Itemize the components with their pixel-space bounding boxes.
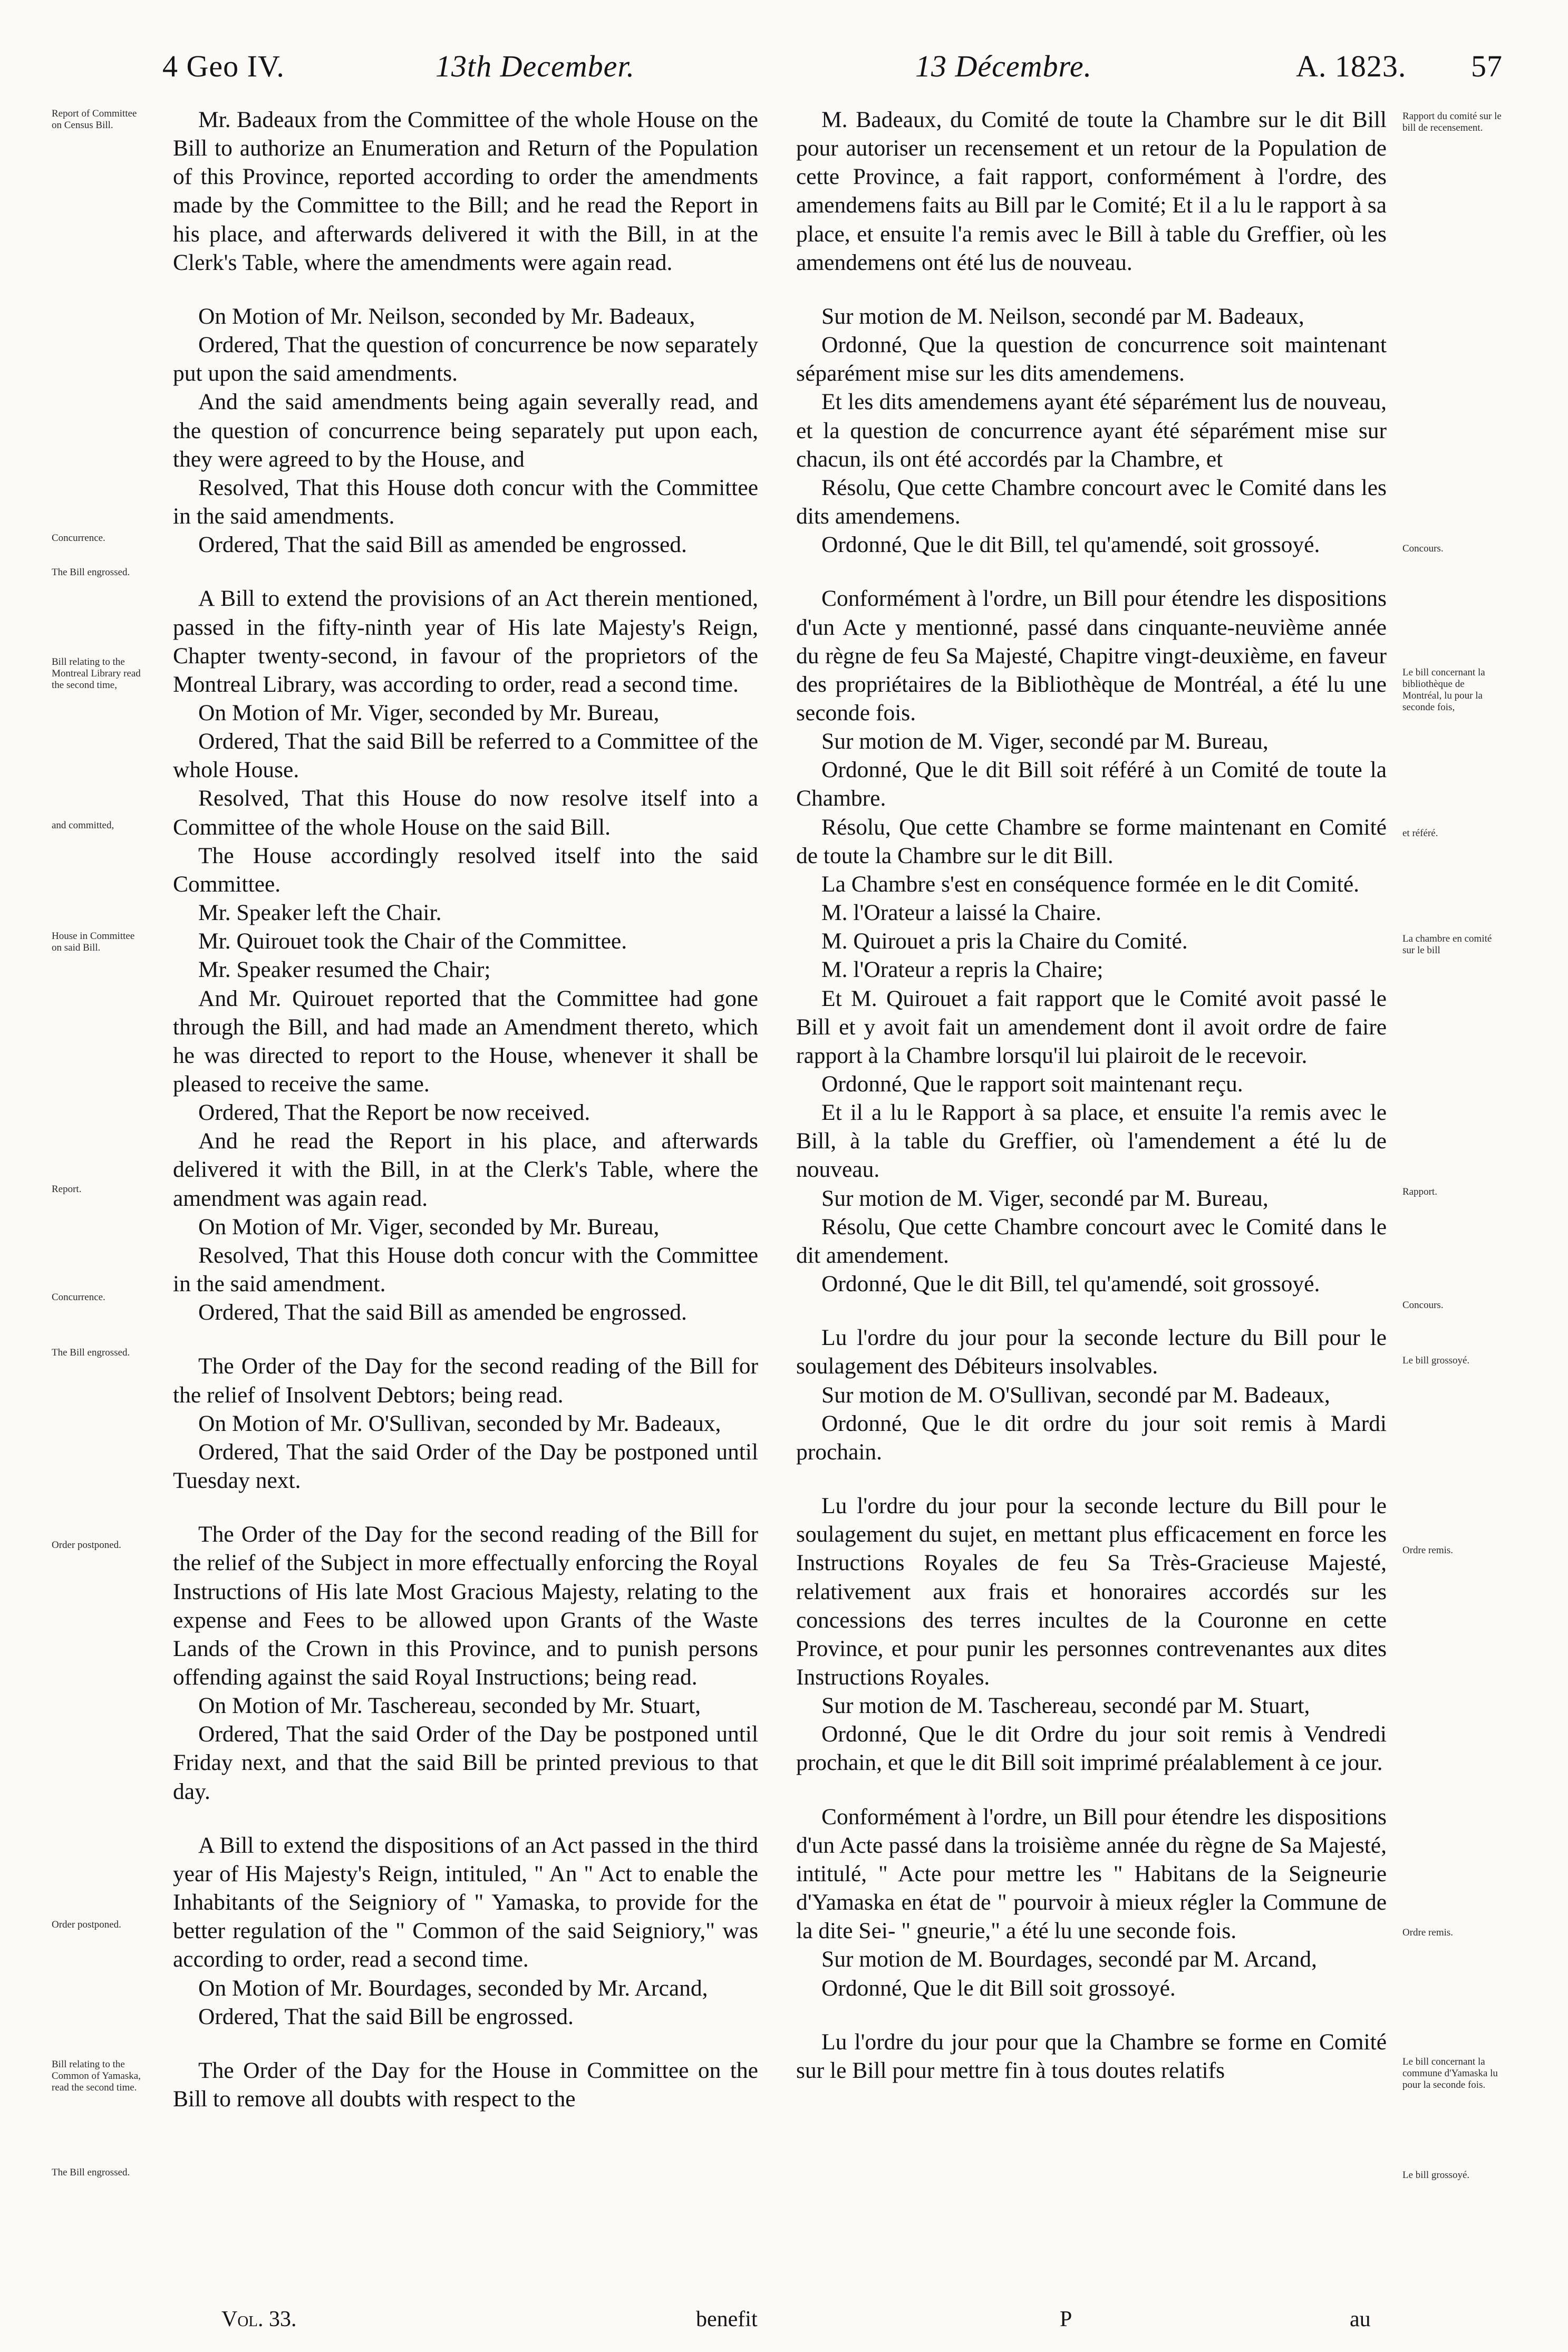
paragraph: Ordonné, Que le dit Bill soit grossoyé. xyxy=(821,1975,1176,2001)
paragraph: On Motion of Mr. Viger, seconded by Mr. Bureau, xyxy=(198,700,660,725)
paragraph: Mr. Quirouet took the Chair of the Committee. xyxy=(198,928,627,954)
paragraph: Ordered, That the question of concurrence be now separately put upon the said amendments. xyxy=(173,332,758,386)
margin-note: Report. xyxy=(52,1184,82,1195)
paragraph: Ordonné, Que le dit Ordre du jour soit remis à Vendredi prochain, et que le dit Bill soit imprimé préalablement à ce jour. xyxy=(796,1721,1387,1776)
paragraph: Ordered, That the said Order of the Day be postponed until Tuesday next. xyxy=(173,1439,758,1494)
paragraph: Sur motion de M. Viger, secondé par M. Bureau, xyxy=(821,729,1269,754)
paragraph: The Order of the Day for the second reading of the Bill for the relief of the Subject in more effectually enforcing the Royal Instructions of His late Most Gracious Majesty, relating to the expense and Fees to be allowed upon Grants of the Waste Lands of the Crown in this Province, and to punish persons offending against the said Royal Instructions; being read. xyxy=(173,1522,758,1690)
margin-note: Le bill concernant la bibliothèque de Montréal, lu pour la seconde fois, xyxy=(1402,667,1485,713)
margin-note: Le bill grossoyé. xyxy=(1402,1355,1470,1366)
date-french: 13 Décembre. xyxy=(915,49,1092,83)
paragraph: And Mr. Quirouet reported that the Committee had gone through the Bill, and had made an Amendment thereto, which he was directed to report to the House, whenever it shall be pleased to receive the same. xyxy=(173,985,758,1097)
paragraph: Résolu, Que cette Chambre concourt avec le Comité dans les dits amendemens. xyxy=(796,475,1387,529)
french-column xyxy=(796,105,1387,2299)
paragraph: Ordonné, Que le dit Bill soit référé à un Comité de toute la Chambre. xyxy=(796,757,1387,811)
margin-note: The Bill engrossed. xyxy=(52,567,130,578)
paragraph: The Order of the Day for the House in Committee on the Bill to remove all doubts with respect to the xyxy=(173,2057,758,2112)
paragraph: On Motion of Mr. Neilson, seconded by Mr. Badeaux, xyxy=(198,303,695,329)
paragraph: Ordered, That the said Order of the Day be postponed until Friday next, and that the said Bill be printed previous to that day. xyxy=(173,1721,758,1804)
paragraph: Sur motion de M. Neilson, secondé par M. Badeaux, xyxy=(821,303,1304,329)
catchword-english: benefit xyxy=(696,2307,758,2331)
page-header xyxy=(0,38,1568,96)
margin-note: Rapport du comité sur le bill de recensement. xyxy=(1402,111,1502,133)
paragraph: A Bill to extend the provisions of an Act therein mentioned, passed in the fifty-ninth year of His late Majesty's Reign, Chapter twenty-second, in favour of the proprietors of the Montreal Library, was according to order, read a second time. xyxy=(173,586,758,697)
paragraph: Resolved, That this House doth concur with the Committee in the said amendment. xyxy=(173,1242,758,1297)
signature-mark: P xyxy=(1060,2307,1072,2331)
margin-note: Order postponed. xyxy=(52,1540,121,1551)
paragraph: Ordered, That the said Bill as amended be engrossed. xyxy=(198,532,687,558)
margin-note: Le bill grossoyé. xyxy=(1402,2170,1470,2181)
paragraph: On Motion of Mr. O'Sullivan, seconded by Mr. Badeaux, xyxy=(198,1410,721,1436)
paragraph: Mr. Speaker resumed the Chair; xyxy=(198,957,491,983)
english-column xyxy=(173,105,758,2299)
paragraph: Sur motion de M. Bourdages, secondé par M. Arcand, xyxy=(821,1947,1317,1972)
paragraph: Ordonné, Que le rapport soit maintenant reçu. xyxy=(821,1071,1243,1097)
paragraph: On Motion of Mr. Bourdages, seconded by Mr. Arcand, xyxy=(198,1975,708,2001)
margin-note: Bill relating to the Common of Yamaska, read the second time. xyxy=(52,2059,141,2093)
date-english: 13th December. xyxy=(435,49,635,83)
margin-note: Ordre remis. xyxy=(1402,1545,1454,1556)
page-footer xyxy=(0,2307,1568,2338)
paragraph: M. l'Orateur a laissé la Chaire. xyxy=(821,900,1101,926)
paragraph: The House accordingly resolved itself into the said Committee. xyxy=(173,843,758,897)
paragraph: The Order of the Day for the second reading of the Bill for the relief of Insolvent Debtors; being read. xyxy=(173,1353,758,1408)
paragraph: On Motion of Mr. Taschereau, seconded by Mr. Stuart, xyxy=(198,1693,701,1719)
volume-label: Vol. 33. xyxy=(221,2307,297,2331)
paragraph: On Motion of Mr. Viger, seconded by Mr. Bureau, xyxy=(198,1214,660,1240)
paragraph: Lu l'ordre du jour pour la seconde lecture du Bill pour le soulagement du sujet, en mettant plus efficacement en force les Instructions Royales de feu Sa Très-Gracieuse Majesté, relativement aux frais et honoraires accordés sur les concessions des terres incultes de la Couronne en cette Province, et pour punir les personnes contrevenantes aux dites Instructions Royales. xyxy=(796,1493,1387,1690)
margin-note: Ordre remis. xyxy=(1402,1927,1454,1938)
paragraph: Ordonné, Que la question de concurrence soit maintenant séparément mise sur les dits amendemens. xyxy=(796,332,1387,386)
paragraph: Resolved, That this House doth concur with the Committee in the said amendments. xyxy=(173,475,758,529)
margin-note: Bill relating to the Montreal Library read the second time, xyxy=(52,656,141,691)
paragraph: Ordonné, Que le dit ordre du jour soit remis à Mardi prochain. xyxy=(796,1410,1387,1465)
paragraph: A Bill to extend the dispositions of an Act passed in the third year of His Majesty's Reign, intituled, " An " Act to enable the Inhabitants of the Seigniory of " Yamaska, to provide for the better regulation of the " Common of the said Seigniory," was according to order, read a second time. xyxy=(173,1832,758,1972)
paragraph: Ordered, That the said Bill be referred to a Committee of the whole House. xyxy=(173,729,758,783)
margin-note: et référé. xyxy=(1402,828,1438,839)
paragraph: Mr. Badeaux from the Committee of the whole House on the Bill to authorize an Enumeration and Return of the Population of this Province, reported according to order the amendments made by the Committee to the Bill; and he read the Report in his place, and afterwards delivered it with the Bill, in at the Clerk's Table, where the amendments were again read. xyxy=(173,107,758,275)
reign-label: 4 Geo IV. xyxy=(162,49,285,83)
paragraph: Conformément à l'ordre, un Bill pour étendre les dispositions d'un Acte y mentionné, passé dans cinquante-neuvième année du règne de feu Sa Majesté, Chapitre vingt-deuxième, en faveur des propriétaires de la Bibliothèque de Montréal, a été lu une seconde fois. xyxy=(796,586,1387,725)
paragraph: M. Badeaux, du Comité de toute la Chambre sur le dit Bill pour autoriser un recensement et un retour de la Population de cette Province, a fait rapport, conformément à l'ordre, des amendemens faits au Bill par le Comité; Et il a lu le rapport à sa place, et ensuite l'a remis avec le Bill à table du Greffier, où les amendemens ont été lus de nouveau. xyxy=(796,107,1387,275)
catchword-french: au xyxy=(1350,2307,1371,2331)
paragraph: Résolu, Que cette Chambre concourt avec le Comité dans le dit amendement. xyxy=(796,1214,1387,1268)
margin-note: and committed, xyxy=(52,820,114,831)
paragraph: Lu l'ordre du jour pour que la Chambre se forme en Comité sur le Bill pour mettre fin à tous doutes relatifs xyxy=(796,2029,1387,2083)
paragraph: La Chambre s'est en conséquence formée en le dit Comité. xyxy=(821,871,1360,897)
margin-note: Concours. xyxy=(1402,1300,1444,1311)
margin-note: Concours. xyxy=(1402,543,1444,554)
paragraph: Lu l'ordre du jour pour la seconde lecture du Bill pour le soulagement des Débiteurs insolvables. xyxy=(796,1325,1387,1379)
paragraph: Résolu, Que cette Chambre se forme maintenant en Comité de toute la Chambre sur le dit Bill. xyxy=(796,814,1387,868)
paragraph: Et les dits amendemens ayant été séparément lus de nouveau, et la question de concurrence ayant été séparément mise sur chacun, ils ont été accordés par la Chambre, et xyxy=(796,389,1387,472)
margin-note: Concurrence. xyxy=(52,1292,105,1303)
paragraph: M. l'Orateur a repris la Chaire; xyxy=(821,957,1104,983)
paragraph: Ordonné, Que le dit Bill, tel qu'amendé, soit grossoyé. xyxy=(821,1271,1320,1297)
paragraph: Et il a lu le Rapport à sa place, et ensuite l'a remis avec le Bill, à la table du Greffier, où l'amendement a été lu de nouveau. xyxy=(796,1100,1387,1183)
paragraph: Ordered, That the said Bill be engrossed. xyxy=(198,2003,574,2029)
paragraph: Conformément à l'ordre, un Bill pour étendre les dispositions d'un Acte passé dans la troisième année du règne de Sa Majesté, intitulé, " Acte pour mettre les " Habitans de la Seigneurie d'Yamaska en état de " pourvoir à mieux régler la Commune de la dite Sei- " gneurie," a été lu une seconde fois. xyxy=(796,1804,1387,1944)
margin-note: The Bill engrossed. xyxy=(52,1347,130,1358)
margin-note: Order postponed. xyxy=(52,1919,121,1930)
paragraph: And the said amendments being again severally read, and the question of concurrence being separately put upon each, they were agreed to by the House, and xyxy=(173,389,758,472)
paragraph: Sur motion de M. O'Sullivan, secondé par M. Badeaux, xyxy=(821,1382,1330,1408)
paragraph: Resolved, That this House do now resolve itself into a Committee of the whole House on the said Bill. xyxy=(173,786,758,840)
paragraph: Ordonné, Que le dit Bill, tel qu'amendé, soit grossoyé. xyxy=(821,532,1320,558)
margin-note: House in Committee on said Bill. xyxy=(52,931,135,953)
page-number: 57 xyxy=(1471,49,1503,83)
paragraph: Sur motion de M. Viger, secondé par M. Bureau, xyxy=(821,1185,1269,1211)
paragraph: Et M. Quirouet a fait rapport que le Comité avoit passé le Bill et y avoit fait un amendement dont il avoit ordre de faire rapport à la Chambre lorsqu'il lui plairoit de le recevoir. xyxy=(796,985,1387,1068)
paragraph: M. Quirouet a pris la Chaire du Comité. xyxy=(821,928,1188,954)
paragraph: And he read the Report in his place, and afterwards delivered it with the Bill, in at the Clerk's Table, where the amendment was again read. xyxy=(173,1128,758,1211)
margin-note: Concurrence. xyxy=(52,533,105,544)
margin-note: Report of Committee on Census Bill. xyxy=(52,108,137,131)
margin-note: La chambre en comité sur le bill xyxy=(1402,933,1492,956)
paragraph: Ordered, That the Report be now received. xyxy=(198,1100,591,1126)
margin-note: Rapport. xyxy=(1402,1186,1437,1197)
margin-note: Le bill concernant la commune d'Yamaska lu pour la seconde fois. xyxy=(1402,2056,1498,2090)
paragraph: Sur motion de M. Taschereau, secondé par M. Stuart, xyxy=(821,1693,1310,1719)
year-label: A. 1823. xyxy=(1296,49,1407,83)
paragraph: Mr. Speaker left the Chair. xyxy=(198,900,442,926)
margin-note: The Bill engrossed. xyxy=(52,2167,130,2178)
paragraph: Ordered, That the said Bill as amended be engrossed. xyxy=(198,1300,687,1325)
